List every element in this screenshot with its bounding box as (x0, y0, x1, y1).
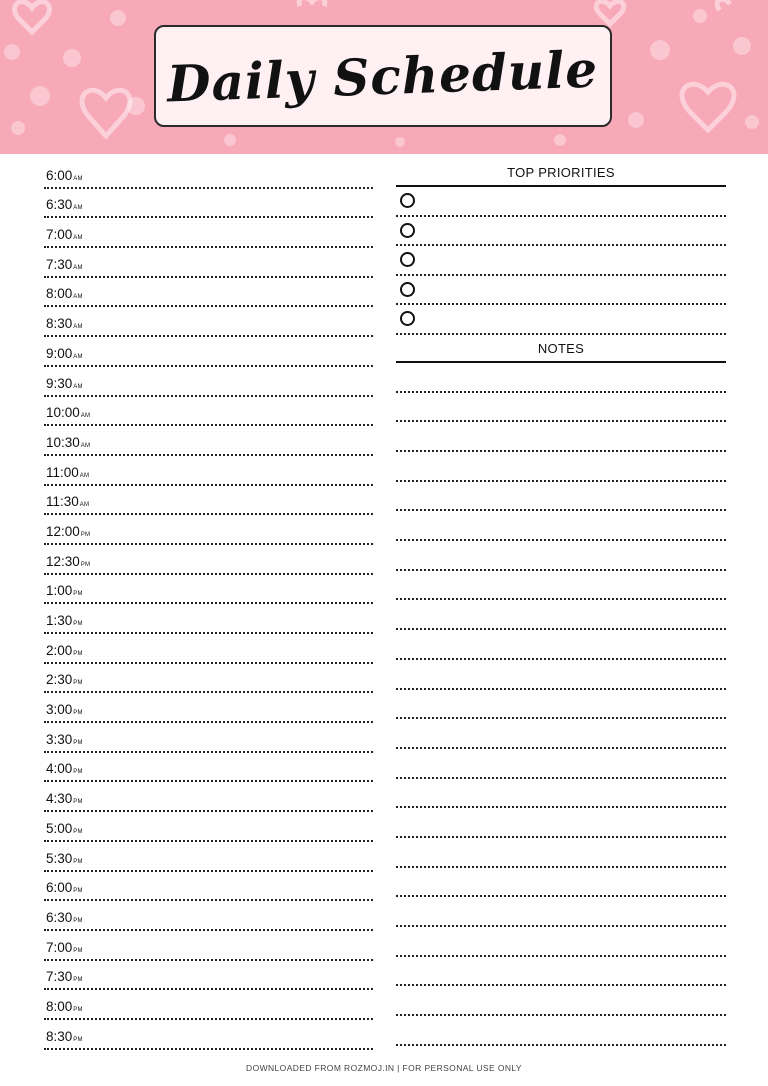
time-value: 6:00 (46, 167, 73, 183)
note-line[interactable] (396, 482, 726, 512)
time-label (46, 791, 83, 806)
right-column (396, 159, 726, 1046)
time-label (46, 346, 83, 361)
time-label (46, 257, 83, 272)
time-ampm: PM (73, 680, 83, 687)
time-slot-row[interactable] (44, 931, 373, 961)
time-ampm: PM (73, 591, 83, 598)
time-value: 7:30 (46, 969, 73, 985)
time-label (46, 880, 83, 895)
time-label (46, 316, 83, 331)
time-label (46, 672, 83, 687)
note-line[interactable] (396, 749, 726, 779)
time-label (46, 227, 83, 242)
time-value: 11:00 (46, 464, 79, 480)
time-slot-row[interactable] (44, 990, 373, 1020)
note-line[interactable] (396, 452, 726, 482)
notes-list (396, 363, 726, 1046)
note-line[interactable] (396, 511, 726, 541)
time-value: 11:30 (46, 494, 79, 510)
note-line[interactable] (396, 630, 726, 660)
priority-row[interactable] (396, 187, 726, 217)
note-line[interactable] (396, 363, 726, 393)
priority-row[interactable] (396, 305, 726, 335)
time-slot-row[interactable] (44, 426, 373, 456)
time-value: 2:30 (46, 672, 73, 688)
schedule-list (44, 159, 373, 1050)
time-slot-row[interactable] (44, 901, 373, 931)
time-label (46, 583, 83, 598)
time-value: 6:00 (46, 880, 73, 896)
time-value: 1:30 (46, 613, 73, 628)
note-line[interactable] (396, 690, 726, 720)
notes-heading: NOTES (396, 335, 726, 363)
time-slot-row[interactable] (44, 278, 373, 308)
time-value: 8:00 (46, 998, 73, 1014)
page-title: Daily Schedule (166, 38, 600, 114)
time-label (46, 761, 83, 776)
time-slot-row[interactable] (44, 397, 373, 427)
time-slot-row[interactable] (44, 218, 373, 248)
time-slot-row[interactable] (44, 456, 373, 486)
note-line[interactable] (396, 1016, 726, 1046)
time-slot-row[interactable] (44, 307, 373, 337)
time-slot-row[interactable] (44, 782, 373, 812)
time-value: 5:00 (46, 820, 73, 836)
time-label (46, 613, 83, 628)
time-slot-row[interactable] (44, 812, 373, 842)
time-label (46, 197, 83, 212)
time-value: 9:00 (46, 345, 73, 361)
time-label (46, 821, 83, 836)
time-label (46, 702, 83, 717)
note-line[interactable] (396, 541, 726, 571)
time-slot-row[interactable] (44, 575, 373, 605)
time-label (46, 910, 83, 925)
time-ampm: AM (73, 264, 83, 271)
priority-row[interactable] (396, 217, 726, 247)
priority-row[interactable] (396, 246, 726, 276)
time-label (46, 286, 83, 301)
note-line[interactable] (396, 779, 726, 809)
time-value: 7:00 (46, 939, 73, 955)
time-slot-row[interactable] (44, 367, 373, 397)
time-value: 4:30 (46, 791, 73, 807)
time-value: 1:00 (46, 583, 73, 599)
time-label (46, 554, 90, 569)
time-label (46, 494, 89, 509)
time-slot-row[interactable] (44, 872, 373, 902)
priorities-list (396, 187, 726, 335)
time-ampm: AM (73, 294, 83, 301)
time-ampm: PM (73, 710, 83, 717)
time-value: 12:00 (46, 523, 80, 539)
time-slot-row[interactable] (44, 337, 373, 367)
time-value: 8:30 (46, 316, 73, 332)
note-line[interactable] (396, 393, 726, 423)
footer-text: DOWNLOADED FROM ROZMOJ.IN | FOR PERSONAL USE ONLY (246, 1063, 522, 1073)
time-value: 10:00 (46, 405, 80, 421)
note-line[interactable] (396, 660, 726, 690)
time-ampm: PM (73, 917, 83, 924)
time-label (46, 732, 83, 747)
time-ampm: AM (79, 502, 90, 509)
note-line[interactable] (396, 927, 726, 957)
time-slot-row[interactable] (44, 248, 373, 278)
time-ampm: AM (73, 175, 83, 182)
time-ampm: AM (80, 413, 91, 420)
time-ampm: PM (73, 858, 83, 865)
note-line[interactable] (396, 808, 726, 838)
time-ampm: PM (73, 947, 83, 954)
top-priorities-heading: TOP PRIORITIES (396, 159, 726, 187)
priority-checkbox-circle-icon[interactable] (400, 311, 415, 326)
note-line[interactable] (396, 868, 726, 898)
note-line[interactable] (396, 986, 726, 1016)
time-label (46, 405, 90, 420)
priority-checkbox-circle-icon[interactable] (400, 252, 415, 267)
time-slot-row[interactable] (44, 545, 373, 575)
time-value: 6:30 (46, 909, 73, 925)
time-slot-row[interactable] (44, 842, 373, 872)
note-line[interactable] (396, 838, 726, 868)
time-slot-row[interactable] (44, 1020, 373, 1050)
time-value: 7:30 (46, 256, 73, 272)
time-label (46, 376, 83, 391)
time-ampm: AM (73, 324, 83, 331)
priority-checkbox-circle-icon[interactable] (400, 223, 415, 238)
time-ampm: PM (73, 769, 83, 776)
time-label (46, 168, 83, 183)
time-label (46, 999, 83, 1014)
time-ampm: PM (73, 1006, 83, 1013)
time-slot-row[interactable] (44, 604, 373, 634)
time-value: 10:30 (46, 434, 80, 450)
time-slot-row[interactable] (44, 486, 373, 516)
time-ampm: PM (73, 828, 83, 835)
time-label (46, 643, 83, 658)
time-value: 12:30 (46, 553, 80, 569)
time-label (46, 969, 83, 984)
note-line[interactable] (396, 600, 726, 630)
time-ampm: PM (73, 650, 83, 657)
time-label (46, 524, 90, 539)
time-slot-row[interactable] (44, 189, 373, 219)
time-ampm: PM (73, 977, 83, 984)
time-ampm: AM (73, 235, 83, 242)
time-value: 3:00 (46, 702, 73, 718)
time-slot-row[interactable] (44, 961, 373, 991)
time-ampm: PM (73, 799, 83, 806)
time-label (46, 940, 83, 955)
time-ampm: PM (73, 888, 83, 895)
time-value: 5:30 (46, 850, 73, 866)
time-slot-row[interactable] (44, 664, 373, 694)
priority-checkbox-circle-icon[interactable] (400, 193, 415, 208)
note-line[interactable] (396, 422, 726, 452)
time-slot-row[interactable] (44, 723, 373, 753)
time-ampm: PM (80, 531, 91, 538)
time-value: 8:00 (46, 286, 73, 302)
time-value: 6:30 (46, 197, 73, 213)
time-label (46, 435, 90, 450)
time-ampm: PM (73, 621, 83, 627)
note-line[interactable] (396, 571, 726, 601)
time-value: 8:30 (46, 1028, 73, 1044)
time-label (46, 465, 89, 480)
time-value: 2:00 (46, 642, 73, 658)
header-band (0, 0, 768, 154)
time-label (46, 851, 83, 866)
time-value: 9:30 (46, 375, 73, 391)
time-value: 4:00 (46, 761, 73, 777)
time-slot-row[interactable] (44, 634, 373, 664)
time-ampm: AM (80, 442, 91, 449)
time-ampm: AM (73, 383, 83, 390)
time-value: 7:00 (46, 227, 73, 243)
time-ampm: AM (79, 472, 90, 479)
note-line[interactable] (396, 957, 726, 987)
note-line[interactable] (396, 719, 726, 749)
time-slot-row[interactable] (44, 159, 373, 189)
time-value: 3:30 (46, 731, 73, 747)
time-ampm: PM (80, 561, 91, 568)
time-slot-row[interactable] (44, 515, 373, 545)
time-slot-row[interactable] (44, 693, 373, 723)
time-ampm: PM (73, 739, 83, 746)
priority-checkbox-circle-icon[interactable] (400, 282, 415, 297)
title-box (154, 25, 612, 127)
time-ampm: PM (73, 1036, 83, 1043)
time-ampm: AM (73, 353, 83, 360)
time-ampm: AM (73, 205, 83, 212)
time-label (46, 1029, 83, 1044)
priority-row[interactable] (396, 276, 726, 306)
time-slot-row[interactable] (44, 753, 373, 783)
note-line[interactable] (396, 897, 726, 927)
